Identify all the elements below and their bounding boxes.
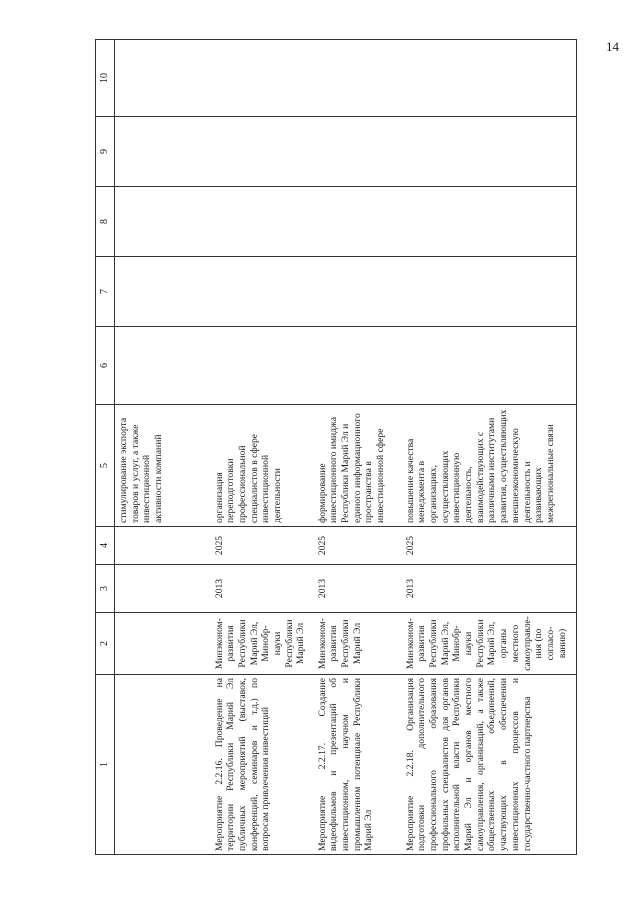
start-year-cell: 2013	[314, 565, 402, 613]
executor-cell: Минэконом-развития Республики Марий Эл	[314, 613, 402, 675]
empty-cell	[402, 117, 577, 187]
empty-cell	[314, 327, 402, 405]
result-cell: повышение качества менеджмента в организациях, осуществляющих инвестиционную деятельность, взаимодействующих с различными институтами развития, осуществляющих внешнеэкономическую деятельность и развивающих межрегиональные связи	[402, 405, 577, 527]
start-year-cell: 2013	[211, 565, 314, 613]
executor-cell: Минэконом-развития Республики Марий Эл, Минобр-науки Республики Марий Эл, органы местного самоуправле-ния (по согласо-ванию)	[402, 613, 577, 675]
measure-name-cell	[115, 675, 211, 855]
empty-cell	[211, 40, 314, 117]
column-header-5: 5	[96, 405, 115, 527]
empty-cell	[402, 257, 577, 327]
executor-cell: Минэконом-развития Республики Марий Эл, Минобр-науки Республики Марий Эл	[211, 613, 314, 675]
start-year-cell	[115, 565, 211, 613]
table-row	[402, 40, 577, 855]
empty-cell	[115, 327, 211, 405]
measure-name-cell: Мероприятие 2.2.16. Проведение на территории Республики Марий Эл публичных мероприятий (выставок, конференций, семинаров и т.д.) по вопросам привлечения инвестиций	[211, 675, 314, 855]
end-year-cell: 2025	[211, 527, 314, 565]
table-row	[115, 40, 211, 855]
result-cell: формирование инвестиционного имиджа Республики Марий Эл и единого информационного пространства в инвестиционной сфере	[314, 405, 402, 527]
empty-cell	[314, 117, 402, 187]
rotated-table-container	[95, 40, 575, 855]
end-year-cell: 2025	[314, 527, 402, 565]
column-header-4: 4	[96, 527, 115, 565]
empty-cell	[115, 187, 211, 257]
empty-cell	[314, 187, 402, 257]
result-cell: стимулирование экспорта товаров и услуг, а также инвестиционной активности компаний	[115, 405, 211, 527]
table-row	[211, 40, 314, 855]
column-header-1: 1	[96, 675, 115, 855]
page-number: 14	[606, 39, 619, 54]
column-header-8: 8	[96, 187, 115, 257]
empty-cell	[115, 40, 211, 117]
column-header-7: 7	[96, 257, 115, 327]
empty-cell	[402, 327, 577, 405]
column-number-row	[96, 40, 115, 855]
column-header-3: 3	[96, 565, 115, 613]
end-year-cell	[115, 527, 211, 565]
empty-cell	[402, 40, 577, 117]
empty-cell	[211, 187, 314, 257]
column-header-10: 10	[96, 40, 115, 117]
empty-cell	[314, 40, 402, 117]
empty-cell	[115, 257, 211, 327]
measure-name-cell: Мероприятие 2.2.18. Организация подготовки дополнительного профессионального образования профильных специалистов для органов исполнительной власти Республики Марий Эл и органов местного самоуправления, организаций, а также общественных объединений, участвующих в обеспечении инвестиционных процессов и государственно-частного партнерства	[402, 675, 577, 855]
empty-cell	[402, 187, 577, 257]
empty-cell	[115, 117, 211, 187]
executor-cell	[115, 613, 211, 675]
start-year-cell: 2013	[402, 565, 577, 613]
table-row	[314, 40, 402, 855]
column-header-2: 2	[96, 613, 115, 675]
measures-table	[95, 39, 577, 855]
result-cell: организация переподготовки профессиональной специалистов в сфере инвестиционной деятельности	[211, 405, 314, 527]
empty-cell	[211, 327, 314, 405]
empty-cell	[211, 257, 314, 327]
empty-cell	[314, 257, 402, 327]
column-header-6: 6	[96, 327, 115, 405]
empty-cell	[211, 117, 314, 187]
end-year-cell: 2025	[402, 527, 577, 565]
column-header-9: 9	[96, 117, 115, 187]
measure-name-cell: Мероприятие 2.2.17. Создание видеофильмов и презентаций об инвестиционном, научном и промышленном потенциале Республики Марий Эл	[314, 675, 402, 855]
